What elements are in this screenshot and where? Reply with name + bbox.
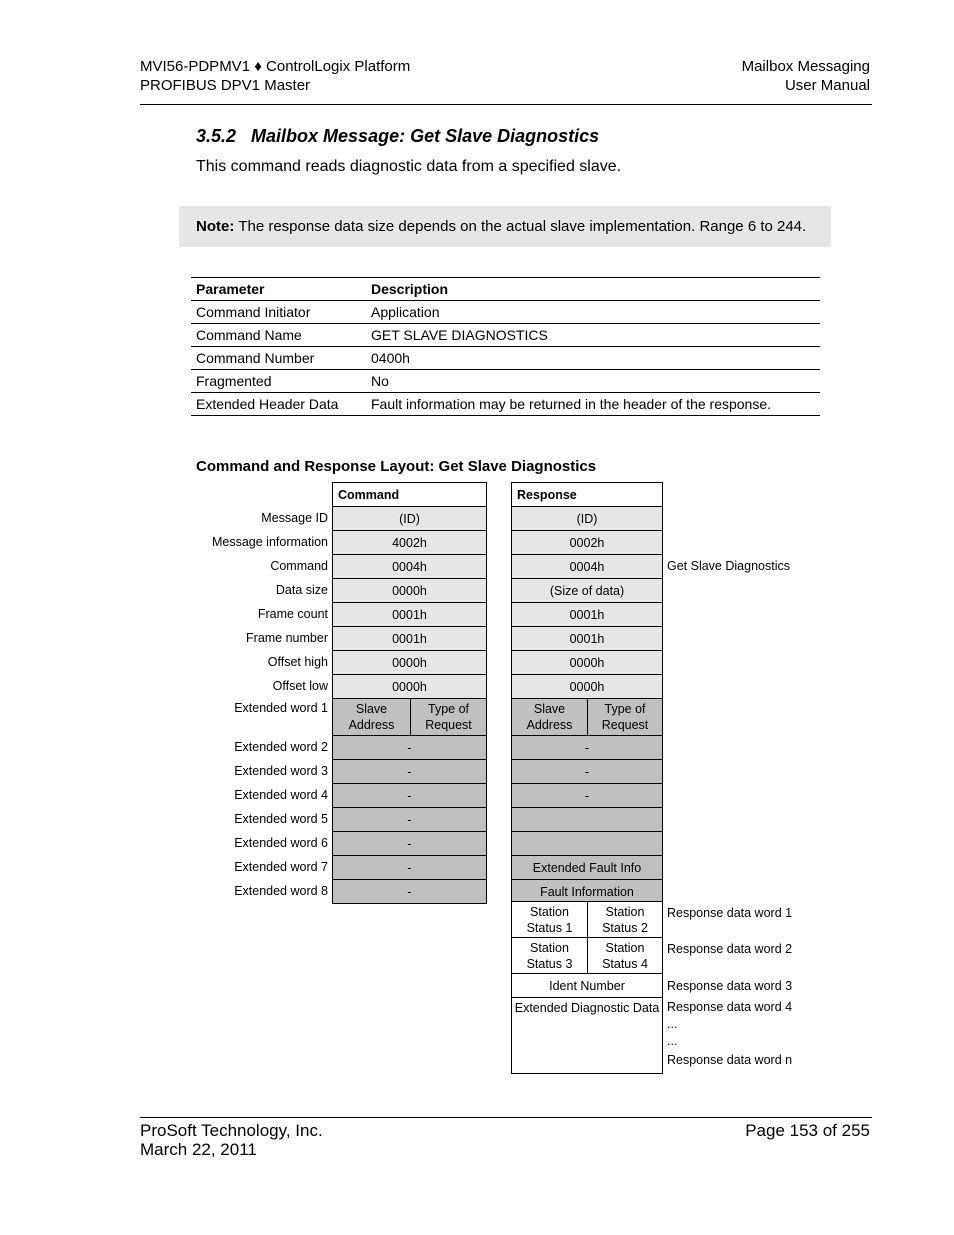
response-value-cell: 0000h: [511, 650, 663, 675]
command-extended-word-cell: -: [332, 735, 487, 760]
column-header-parameter: Parameter: [191, 278, 366, 301]
section-intro: This command reads diagnostic data from a specified slave.: [196, 158, 622, 175]
footer-rule: [140, 1117, 872, 1118]
command-slave-address-cell: Slave Address: [332, 698, 411, 736]
footer-left: [140, 1121, 323, 1159]
table-row: [191, 301, 820, 324]
command-value-cell: 0004h: [332, 554, 487, 579]
station-status-2-cell: Station Status 2: [587, 901, 663, 938]
response-extended-word-cell: -: [511, 759, 663, 784]
command-value-cell: 0001h: [332, 602, 487, 627]
row-label: Offset low: [272, 679, 328, 693]
description-cell: GET SLAVE DIAGNOSTICS: [366, 324, 820, 347]
station-status-3-cell: Station Status 3: [511, 937, 588, 974]
command-value-cell: 0000h: [332, 578, 487, 603]
header-rule: [140, 104, 872, 105]
row-label: Message ID: [261, 511, 328, 525]
header-subtitle: PROFIBUS DPV1 Master: [140, 77, 311, 94]
command-extended-word-cell: -: [332, 879, 487, 904]
response-slave-address-cell: Slave Address: [511, 698, 588, 736]
response-extended-word-cell: Extended Fault Info: [511, 855, 663, 880]
response-extended-word-cell: -: [511, 735, 663, 760]
response-value-cell: 0001h: [511, 602, 663, 627]
parameters-table: [191, 277, 820, 416]
ident-number-cell: Ident Number: [511, 973, 663, 998]
response-value-cell: 0002h: [511, 530, 663, 555]
row-label: Extended word 8: [234, 884, 328, 898]
row-label: Extended word 7: [234, 860, 328, 874]
note-label: Note:: [196, 218, 235, 235]
parameter-cell: Command Initiator: [191, 301, 366, 324]
command-value-cell: 0000h: [332, 650, 487, 675]
response-value-cell: 0000h: [511, 674, 663, 699]
row-label: Data size: [275, 583, 328, 597]
extended-diagnostic-data-cell: Extended Diagnostic Data: [511, 997, 663, 1074]
parameter-cell: Command Number: [191, 347, 366, 370]
row-label: Extended word 4: [234, 788, 328, 802]
row-label: Offset high: [267, 655, 328, 669]
header-left: [140, 57, 410, 95]
response-header: Response: [511, 482, 663, 507]
section-title: 3.5.2 Mailbox Message: Get Slave Diagnostics: [196, 126, 600, 146]
row-label: Frame number: [246, 631, 328, 645]
footer-page: Page 153 of 255: [745, 1121, 870, 1140]
row-label: Frame count: [257, 607, 328, 621]
response-extended-word-cell: [511, 807, 663, 832]
parameter-cell: Extended Header Data: [191, 393, 366, 416]
command-value-cell: 0001h: [332, 626, 487, 651]
command-extended-word-cell: -: [332, 807, 487, 832]
header-product: MVI56-PDPMV1 ♦ ControlLogix Platform: [140, 58, 411, 75]
response-value-cell: 0001h: [511, 626, 663, 651]
response-value-cell: (ID): [511, 506, 663, 531]
ellipsis-label: ...: [667, 1034, 678, 1048]
table-row: [191, 370, 820, 393]
description-cell: 0400h: [366, 347, 820, 370]
response-data-word-4-label: Response data word 4: [667, 1000, 793, 1014]
description-cell: No: [366, 370, 820, 393]
description-cell: Fault information may be returned in the header of the response.: [366, 393, 820, 416]
response-extended-word-cell: -: [511, 783, 663, 808]
header-chapter: Mailbox Messaging: [741, 58, 870, 75]
description-cell: Application: [366, 301, 820, 324]
footer-company: ProSoft Technology, Inc.: [140, 1121, 323, 1140]
response-extended-word-cell: [511, 831, 663, 856]
table-row: [191, 393, 820, 416]
response-data-word-3-label: Response data word 3: [667, 979, 793, 993]
row-label: Extended word 3: [234, 764, 328, 778]
station-status-4-cell: Station Status 4: [587, 937, 663, 974]
command-value-cell: (ID): [332, 506, 487, 531]
row-label: Extended word 2: [234, 740, 328, 754]
row-label: Message information: [211, 535, 328, 549]
command-value-cell: 4002h: [332, 530, 487, 555]
row-label: Extended word 6: [234, 836, 328, 850]
row-label: Command: [270, 559, 328, 573]
command-extended-word-cell: -: [332, 855, 487, 880]
response-data-word-1-label: Response data word 1: [667, 906, 793, 920]
header-right: [742, 57, 870, 95]
station-status-1-cell: Station Status 1: [511, 901, 588, 938]
response-value-cell: (Size of data): [511, 578, 663, 603]
layout-title: Command and Response Layout: Get Slave Diagnostics: [196, 458, 597, 475]
response-type-of-request-cell: Type of Request: [587, 698, 663, 736]
command-extended-word-cell: -: [332, 831, 487, 856]
note-text: The response data size depends on the actual slave implementation. Range 6 to 244.: [238, 218, 807, 235]
ellipsis-label: ...: [667, 1017, 678, 1031]
response-value-cell: 0004h: [511, 554, 663, 579]
header-manual: User Manual: [784, 77, 870, 94]
command-extended-word-cell: -: [332, 783, 487, 808]
column-header-description: Description: [366, 278, 820, 301]
parameter-cell: Command Name: [191, 324, 366, 347]
command-value-cell: 0000h: [332, 674, 487, 699]
command-header: Command: [332, 482, 487, 507]
table-row: [191, 324, 820, 347]
row-label: Extended word 1: [234, 701, 328, 715]
table-header-row: [191, 278, 820, 301]
response-data-word-2-label: Response data word 2: [667, 942, 793, 956]
table-row: [191, 347, 820, 370]
row-label: Extended word 5: [234, 812, 328, 826]
command-extended-word-cell: -: [332, 759, 487, 784]
note-box: [179, 206, 831, 247]
parameter-cell: Fragmented: [191, 370, 366, 393]
get-slave-diagnostics-note: Get Slave Diagnostics: [667, 559, 790, 573]
response-extended-word-cell: Fault Information: [511, 879, 663, 904]
response-data-word-n-label: Response data word n: [667, 1053, 793, 1067]
command-type-of-request-cell: Type of Request: [410, 698, 487, 736]
footer-date: March 22, 2011: [140, 1140, 257, 1159]
